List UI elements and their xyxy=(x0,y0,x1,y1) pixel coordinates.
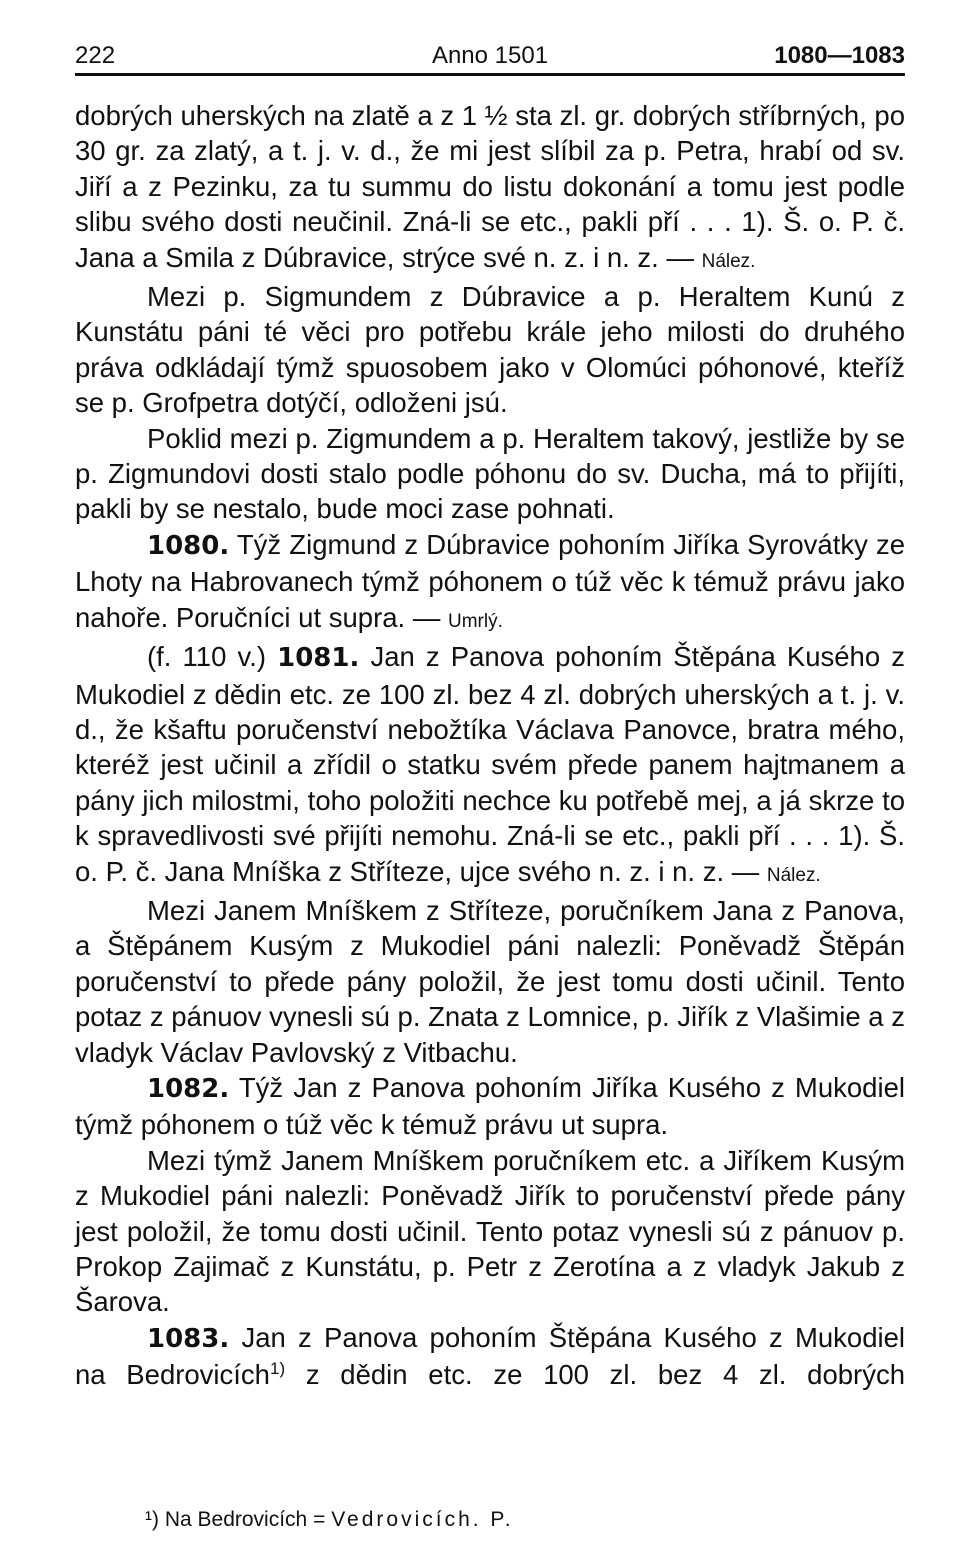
entry-text: Jan z Panova pohoním Štěpána Kusého z Mukodiel na Bedrovicích xyxy=(75,1321,905,1391)
footnote-text-spaced: Vedrovicích. P. xyxy=(331,1508,514,1531)
paragraph-settlement xyxy=(75,421,905,527)
paragraph-continuation xyxy=(75,98,905,279)
running-header xyxy=(75,30,905,70)
entry-number: 1082. xyxy=(147,1073,230,1104)
paragraph-verdict-1 xyxy=(75,279,905,421)
entry-1083 xyxy=(75,1320,905,1393)
running-title-year: Anno 1501 xyxy=(431,42,549,69)
paragraph-verdict-2 xyxy=(75,893,905,1070)
entry-1082 xyxy=(75,1070,905,1143)
entry-1081 xyxy=(75,639,905,893)
footnote-marker: ¹) xyxy=(145,1508,159,1531)
folio-reference: (f. 110 v.) xyxy=(147,641,267,673)
entry-number: 1081. xyxy=(277,643,360,674)
entry-number: 1080. xyxy=(147,530,230,561)
entry-text: Týž Zigmund z Dúbravice pohoním Jiříka Syrovátky ze Lhoty na Habrovanech týmž póhonem o túž věc k témuž právu jako nahoře. Poručníci ut supra. — xyxy=(75,528,905,633)
entry-number: 1083. xyxy=(147,1323,230,1354)
paragraph-text: Mezi týmž Janem Mníškem poručníkem etc. a Jiříkem Kusým z Mukodiel páni nalezli: Poněvadž Jiřík to poručenství přede pány jest položil, že tomu dosti učinil. Tento potaz vynesli sú z pánuov p. Prokop Zajimač z Kunstátu, p. Petr z Zerotína a z vladyk Jakub z Šarova. xyxy=(75,1144,905,1318)
footnote-reference: 1) xyxy=(269,1359,286,1379)
page-body xyxy=(75,98,905,1393)
footnote-text: Na Bedrovicích = xyxy=(164,1508,326,1531)
entry-1080 xyxy=(75,527,905,639)
verdict-tag: Nález. xyxy=(701,250,756,272)
entry-text: Jan z Panova pohoním Štěpána Kusého z Mukodiel z dědin etc. ze 100 zl. bez 4 zl. dobrých uherských a t. j. v. d., že kšaftu poručenství nebožtíka Václava Panovce, bratra mého, kteréž jest učinil a zřídil o statku svém přede panem hajtmanem a pány jich milostmi, toho položiti nechce ku potřebě mej, a já skrze to k spravedlivosti své přijíti nemohu. Zná-li se etc., pakli pří . . . 1). Š. o. P. č. Jana Mníška z Stříteze, ujce svého n. z. i n. z. — xyxy=(75,641,905,887)
entry-range: 1080—1083 xyxy=(774,42,905,69)
paragraph-verdict-3 xyxy=(75,1143,905,1320)
paragraph-text: Mezi p. Sigmundem z Dúbravice a p. Heraltem Kunú z Kunstátu páni té věci pro potřebu krále jeho milosti do druhého práva odkládají týmž spuosobem jako v Olomúci póhonové, kteříž se p. Grofpetra dotýčí, odloženi jsú. xyxy=(75,281,905,419)
entry-text: z dědin etc. ze 100 zl. bez 4 zl. dobrých xyxy=(305,1359,905,1391)
verdict-tag: Nález. xyxy=(766,864,821,886)
paragraph-text: dobrých uherských na zlatě a z 1 ½ sta zl. gr. dobrých stříbrných, po 30 gr. za zlatý, a t. j. v. d., že mi jest slíbil za p. Petra, hrabí od sv. Jiří a z Pezinku, za tu summu do listu dokonání a tomu jest podle slibu svého dosti neučinil. Zná-li se etc., pakli pří . . . 1). Š. o. P. č. Jana a Smila z Dúbravice, strýce své n. z. i n. z. — xyxy=(75,100,905,273)
paragraph-text: Mezi Janem Mníškem z Stříteze, poručníkem Jana z Panova, a Štěpánem Kusým z Mukodiel páni nalezli: Poněvadž Štěpán poručenství to přede pány položil, že jest tomu dosti učinil. Tento potaz z pánuov vynesli sú p. Znata z Lomnice, p. Jiřík z Vlašimie a z vladyk Václav Pavlovský z Vitbachu. xyxy=(75,894,905,1068)
paragraph-text: Poklid mezi p. Zigmundem a p. Heraltem takový, jestliže by se p. Zigmundovi dosti stalo podle póhonu do sv. Ducha, má to přijíti, pakli by se nestalo, bude moci zase pohnati. xyxy=(75,422,905,525)
page-number: 222 xyxy=(75,42,116,69)
verdict-tag: Umrlý. xyxy=(447,610,503,632)
footnote xyxy=(145,1508,514,1532)
header-rule xyxy=(75,73,905,76)
entry-text: Týž Jan z Panova pohoním Jiříka Kusého z Mukodiel týmž póhonem o túž věc k témuž právu ut supra. xyxy=(75,1071,905,1141)
